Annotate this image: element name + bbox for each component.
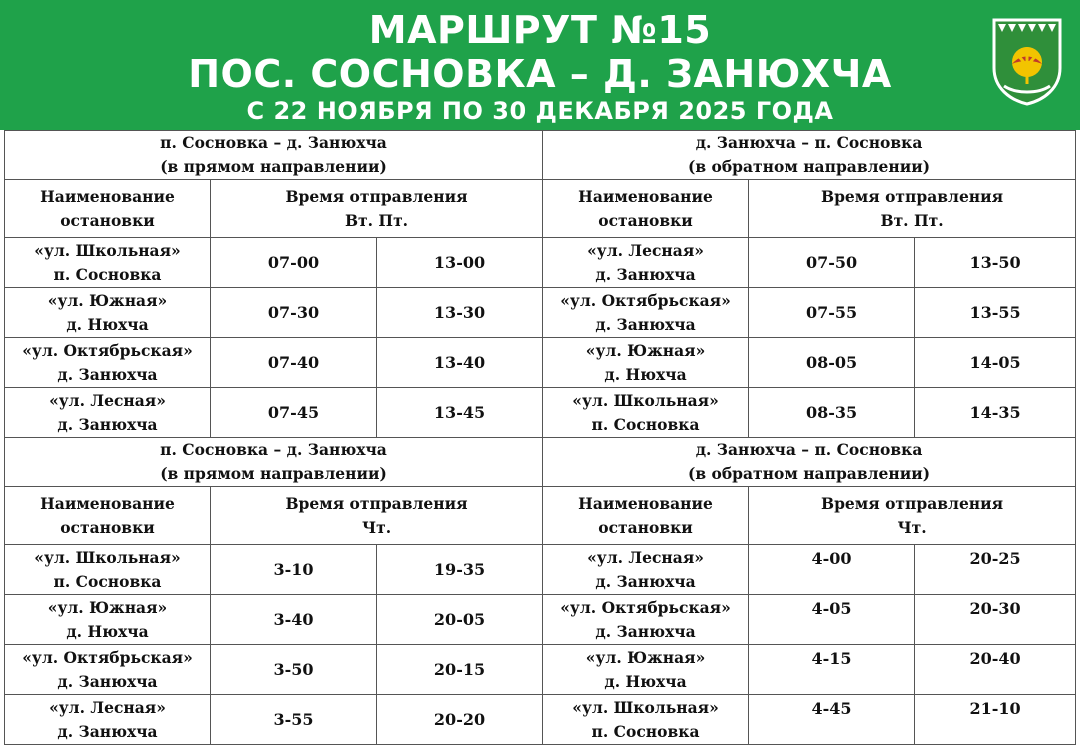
table-row — [5, 645, 1076, 695]
departure-time: 13-40 — [377, 338, 543, 388]
column-header-time: Время отправления Вт. Пт. — [211, 180, 543, 238]
departure-time: 20-20 — [377, 695, 543, 745]
departure-time: 20-25 — [915, 545, 1076, 595]
column-header-time: Время отправления Чт. — [749, 487, 1076, 545]
stop-name: «ул. Школьная» п. Сосновка — [5, 238, 211, 288]
stop-name: «ул. Лесная» д. Занюхча — [543, 545, 749, 595]
section-heading-backward: д. Занюхча – п. Сосновка (в обратном направлении) — [543, 438, 1076, 487]
column-header-stop: Наименование остановки — [5, 180, 211, 238]
departure-time: 21-10 — [915, 695, 1076, 745]
route-title: МАРШРУТ №15 — [368, 8, 712, 52]
departure-time: 08-05 — [749, 338, 915, 388]
departure-time: 07-30 — [211, 288, 377, 338]
departure-time: 14-05 — [915, 338, 1076, 388]
departure-time: 13-30 — [377, 288, 543, 338]
departure-time: 13-55 — [915, 288, 1076, 338]
coat-of-arms-icon — [990, 14, 1064, 106]
departure-time: 08-35 — [749, 388, 915, 438]
column-header-stop: Наименование остановки — [543, 487, 749, 545]
departure-time: 20-30 — [915, 595, 1076, 645]
validity-period: С 22 НОЯБРЯ ПО 30 ДЕКАБРЯ 2025 ГОДА — [246, 97, 834, 125]
stop-name: «ул. Лесная» д. Занюхча — [543, 238, 749, 288]
column-header-stop: Наименование остановки — [543, 180, 749, 238]
departure-time: 4-00 — [749, 545, 915, 595]
departure-time: 14-35 — [915, 388, 1076, 438]
departure-time: 4-45 — [749, 695, 915, 745]
column-header-time: Время отправления Чт. — [211, 487, 543, 545]
departure-time: 20-05 — [377, 595, 543, 645]
table-row — [5, 288, 1076, 338]
route-endpoints: ПОС. СОСНОВКА – Д. ЗАНЮХЧА — [188, 52, 892, 96]
stop-name: «ул. Лесная» д. Занюхча — [5, 388, 211, 438]
stop-name: «ул. Октябрьская» д. Занюхча — [543, 595, 749, 645]
departure-time: 3-50 — [211, 645, 377, 695]
departure-time: 13-45 — [377, 388, 543, 438]
stop-name: «ул. Лесная» д. Занюхча — [5, 695, 211, 745]
table-row — [5, 388, 1076, 438]
header-banner — [0, 0, 1080, 130]
departure-time: 07-45 — [211, 388, 377, 438]
table-row — [5, 545, 1076, 595]
stop-name: «ул. Школьная» п. Сосновка — [5, 545, 211, 595]
section-heading-forward: п. Сосновка – д. Занюхча (в прямом направлении) — [5, 131, 543, 180]
stop-name: «ул. Школьная» п. Сосновка — [543, 695, 749, 745]
schedule-tables — [4, 130, 1075, 745]
stop-name: «ул. Октябрьская» д. Занюхча — [5, 338, 211, 388]
departure-time: 07-50 — [749, 238, 915, 288]
section-heading-forward: п. Сосновка – д. Занюхча (в прямом направлении) — [5, 438, 543, 487]
departure-time: 3-40 — [211, 595, 377, 645]
departure-time: 4-15 — [749, 645, 915, 695]
stop-name: «ул. Школьная» п. Сосновка — [543, 388, 749, 438]
departure-time: 3-55 — [211, 695, 377, 745]
stop-name: «ул. Южная» д. Нюхча — [543, 645, 749, 695]
departure-time: 19-35 — [377, 545, 543, 595]
stop-name: «ул. Октябрьская» д. Занюхча — [543, 288, 749, 338]
departure-time: 20-15 — [377, 645, 543, 695]
stop-name: «ул. Октябрьская» д. Занюхча — [5, 645, 211, 695]
stop-name: «ул. Южная» д. Нюхча — [5, 288, 211, 338]
departure-time: 07-40 — [211, 338, 377, 388]
stop-name: «ул. Южная» д. Нюхча — [543, 338, 749, 388]
table-row — [5, 238, 1076, 288]
table-row — [5, 695, 1076, 745]
departure-time: 07-55 — [749, 288, 915, 338]
table-row — [5, 595, 1076, 645]
stop-name: «ул. Южная» д. Нюхча — [5, 595, 211, 645]
column-header-stop: Наименование остановки — [5, 487, 211, 545]
departure-time: 4-05 — [749, 595, 915, 645]
departure-time: 13-50 — [915, 238, 1076, 288]
column-header-time: Время отправления Вт. Пт. — [749, 180, 1076, 238]
schedule-table — [4, 130, 1076, 745]
departure-time: 3-10 — [211, 545, 377, 595]
departure-time: 13-00 — [377, 238, 543, 288]
section-heading-backward: д. Занюхча – п. Сосновка (в обратном направлении) — [543, 131, 1076, 180]
table-row — [5, 338, 1076, 388]
departure-time: 07-00 — [211, 238, 377, 288]
departure-time: 20-40 — [915, 645, 1076, 695]
